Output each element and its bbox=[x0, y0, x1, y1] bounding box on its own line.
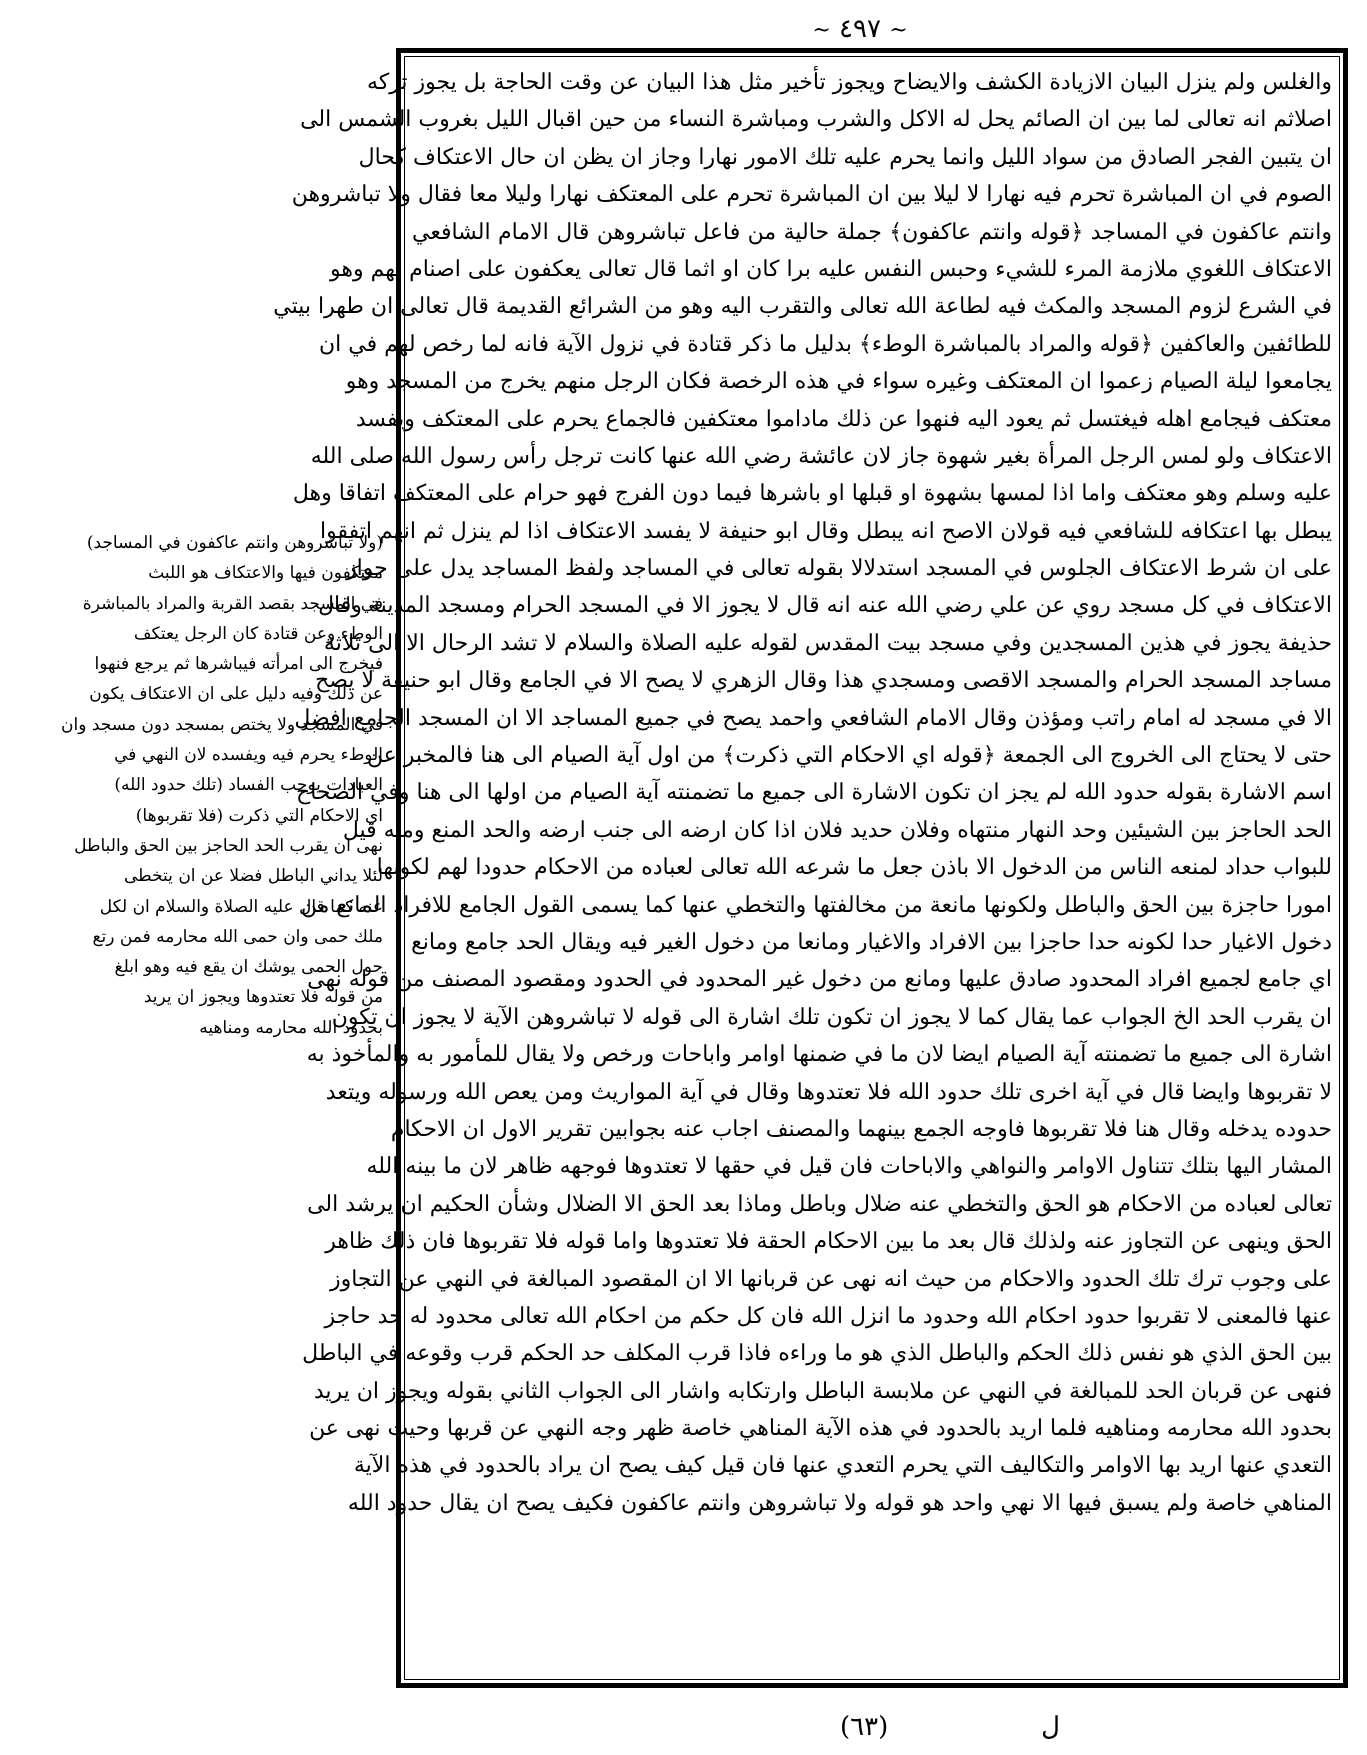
margin-text-line: بحدود الله محارمه ومناهيه bbox=[199, 1017, 383, 1038]
margin-text-line: لئلا يداني الباطل فضلا عن ان يتخطى bbox=[123, 866, 383, 887]
main-text-line bbox=[412, 1522, 1332, 1559]
main-text-line: المناهي خاصة ولم يسبق فيها الا نهي واحد هو قوله ولا تباشروهن وانتم عاكفون فكيف يصح ان يقال حدود الله bbox=[347, 1490, 1332, 1516]
margin-text-line: الوطء وعن قتادة كان الرجل يعتكف bbox=[133, 623, 383, 644]
main-text-line: امورا حاجزة بين الحق والباطل ولكونها مانعة من مخالفتها والتخطي عنها كما يسمى القول الجامع للافراد المانع من bbox=[300, 892, 1332, 918]
main-text-line: الاعتكاف في كل مسجد روي عن علي رضي الله عنه انه قال لا يجوز الا في المسجد الحرام ومسجد المدينة وقال bbox=[318, 593, 1332, 619]
page-footer bbox=[830, 1712, 1070, 1752]
margin-text-line: في المسجد بقصد القربة والمراد بالمباشرة bbox=[82, 593, 383, 614]
page-number: ٤٩٧ bbox=[839, 14, 881, 44]
main-text-line: الاعتكاف ولو لمس الرجل المرأة بغير شهوة جاز لان عائشة رضي الله عنها كانت ترجل رأس رسول الله صلى الله bbox=[310, 443, 1332, 469]
margin-text-line: ملك حمى وان حمى الله محارمه فمن رتع bbox=[92, 926, 383, 947]
main-text-line bbox=[412, 1597, 1332, 1634]
main-text-line: للبواب حداد لمنعه الناس من الدخول الا باذن جعل ما شرعه الله تعالى لعباده من الاحكام حدودا لهم لكونها bbox=[376, 855, 1332, 881]
main-text-line: مساجد المسجد الحرام والمسجد الاقصى ومسجدي هذا وقال الزهري لا يصح الا في الجامع وقال ابو حنيفة لا يصح bbox=[315, 668, 1332, 694]
main-text-line: التعدي عنها اريد بها الاوامر والتكاليف التي يحرم التعدي عنها فان قيل كيف يصح ان يراد بالحدود في هذه الآية bbox=[353, 1453, 1332, 1479]
main-text-line: في الشرع لزوم المسجد والمكث فيه لطاعة الله تعالى والتقرب اليه وهو من الشرائع القديمة قال تعالى ان طهرا بيتي bbox=[273, 294, 1332, 320]
main-text-line: لا تقربوها وايضا قال في آية اخرى تلك حدود الله فلا تعتدوها وقال في آية المواريث ومن يعص الله ورسوله ويتعد bbox=[325, 1079, 1332, 1105]
folio-number: (٦٣) bbox=[840, 1712, 889, 1742]
main-text-line: وانتم عاكفون في المساجد ﴿قوله وانتم عاكفون﴾ جملة حالية من فاعل تباشروهن قال الامام الشافعي bbox=[412, 219, 1332, 245]
main-text-line: والغلس ولم ينزل البيان الازيادة الكشف والايضاح ويجوز تأخير مثل هذا البيان عن وقت الحاجة بل يجوز تركه bbox=[366, 70, 1332, 95]
margin-text-line: عن ذلك وفيه دليل على ان الاعتكاف يكون bbox=[89, 684, 383, 705]
margin-text-line: (ولا تباشروهن وانتم عاكفون في المساجد) bbox=[86, 533, 383, 553]
marginal-gloss-text bbox=[61, 528, 383, 1043]
main-text-line: اصلاثم انه تعالى لما بين ان الصائم يحل له الاكل والشرب ومباشرة النساء من حين اقبال الليل بغروب الشمس الى bbox=[300, 107, 1332, 133]
main-text-line: ان يقرب الحد الخ الجواب عما يقال كما لا يجوز ان تكون تلك اشارة الى قوله لا تباشروهن الآية لا يجوز ان تكون bbox=[331, 1004, 1332, 1030]
main-text-line: الاعتكاف اللغوي ملازمة المرء للشيء وحبس النفس عليه برا كان او اثما قال تعالى يعكفون على اصنام لهم وهو bbox=[330, 256, 1332, 282]
main-text-line: يبطل بها اعتكافه للشافعي فيه قولان الاصح انه يبطل وقال ابو حنيفة لا يفسد الاعتكاف اذا لم ينزل ثم انهم اتفقوا bbox=[320, 518, 1332, 544]
main-text-line: حذيفة يجوز في هذين المسجدين وفي مسجد بيت المقدس لقوله عليه الصلاة والسلام لا تشد الرحال الا الى ثلاثة bbox=[323, 630, 1332, 656]
main-text-line: فنهى عن قربان الحد للمبالغة في النهي عن ملابسة الباطل وارتكابه واشار الى الجواب الثاني بقوله ويجوز ان يريد bbox=[313, 1378, 1332, 1404]
main-text-line: اسم الاشارة بقوله حدود الله لم يجز ان تكون الاشارة الى جميع ما تضمنته آية الصيام من اولها الى هنا وفي الصحاح bbox=[296, 780, 1332, 806]
main-text-line: بين الحق الذي هو نفس ذلك الحكم والباطل الذي هو ما وراءه فاذا قرب المكلف حد الحكم قرب وقوعه في الباطل bbox=[302, 1341, 1332, 1367]
main-text-line: الحق وينهى عن التجاوز عنه ولذلك قال بعد ما بين الاحكام الحقة فلا تعتدوها واما قوله فلا تقربوها فان ذلك ظاهر bbox=[325, 1229, 1332, 1255]
main-text-line: اي جامع لجميع افراد المحدود صادق عليها ومانع من دخول غير المحدود في الحدود ومقصود المصنف من قوله نهى bbox=[307, 967, 1332, 993]
main-text-line: يجامعوا ليلة الصيام زعموا ان المعتكف وغيره سواء في هذه الرخصة فكان الرجل منهم يخرج من المسجد وهو bbox=[345, 369, 1332, 395]
main-text-line: حدوده يدخله وقال هنا فلا تقربوها فاوجه الجمع بينهما والمصنف اجاب عنه بجوابين تقرير الاول ان الاحكام bbox=[390, 1116, 1332, 1142]
margin-text-line: في المسجد ولا يختص بمسجد دون مسجد وان bbox=[61, 714, 383, 735]
page-header bbox=[780, 14, 940, 46]
main-text-line bbox=[412, 1560, 1332, 1597]
main-text-line: الا في مسجد له امام راتب ومؤذن وقال الامام الشافعي واحمد يصح في جميع المساجد الا ان المسجد الجامع افضل bbox=[294, 705, 1332, 731]
margin-text-line: حول الحمى يوشك ان يقع فيه وهو ابلغ bbox=[114, 957, 383, 978]
header-ornament-right: ~ bbox=[889, 18, 908, 43]
commentary-main-text bbox=[273, 64, 1332, 1674]
margin-text-line: اي الاحكام التي ذكرت (فلا تقربوها) bbox=[135, 805, 383, 826]
margin-text-line: نهى ان يقرب الحد الحاجز بين الحق والباطل bbox=[74, 835, 383, 856]
margin-text-line: الوطء يحرم فيه ويفسده لان النهي في bbox=[114, 745, 383, 766]
main-text-line: الصوم في ان المباشرة تحرم فيه نهارا لا ليلا بين ان المباشرة تحرم على المعتكف نهارا وليلا معا فقال ولا تباشروهن bbox=[291, 182, 1332, 208]
margin-text-line: معتكفون فيها والاعتكاف هو اللبث bbox=[148, 563, 383, 584]
main-text-line: حتى لا يحتاج الى الخروج الى الجمعة ﴿قوله اي الاحكام التي ذكرت﴾ من اول آية الصيام الى هنا فالمخبر عن bbox=[366, 743, 1332, 769]
margin-text-line: من قوله فلا تعتدوها ويجوز ان يريد bbox=[143, 987, 383, 1008]
main-text-line: الحد الحاجز بين الشيئين وحد النهار منتهاه وفلان حديد فلان اذا كان ارضه الى جنب ارضه والحد المنع ومنه قيل bbox=[342, 817, 1332, 843]
main-text-line: عليه وسلم وهو معتكف واما اذا لمسها بشهوة او قبلها او باشرها فيما دون الفرج فهو حرام على المعتكف اتفاقا وهل bbox=[292, 481, 1332, 507]
margin-text-line: عنه كما قال عليه الصلاة والسلام ان لكل bbox=[99, 896, 383, 917]
header-ornament-left: ~ bbox=[812, 18, 831, 43]
main-text-line: اشارة الى جميع ما تضمنته آية الصيام ايضا لان ما في ضمنها اوامر واباحات ورخص ولا يقال للمأمور به والمأخوذ به bbox=[306, 1042, 1332, 1068]
main-text-line: المشار اليها بتلك تتناول الاوامر والنواهي والاباحات فان قيل في حقها لا تعتدوها فوجهه ظاهر لان ما بينه الله bbox=[366, 1154, 1332, 1180]
margin-text-line: العبادات يوجب الفساد (تلك حدود الله) bbox=[114, 775, 383, 796]
main-text-line: على ان شرط الاعتكاف الجلوس في المسجد استدلالا بقوله تعالى في المساجد ولفظ المساجد يدل على جواز bbox=[346, 556, 1332, 582]
main-text-line: دخول الاغيار حدا لكونه حدا حاجزا بين الافراد والاغيار ومانعا من دخول الغير فيه ويقال الحد جامع ومانع bbox=[411, 929, 1332, 955]
main-text-line: بحدود الله محارمه ومناهيه فلما اريد بالحدود في هذه الآية المناهي خاصة ظهر وجه النهي عن قربها وحيث نهى عن bbox=[309, 1416, 1332, 1442]
main-text-line: ان يتبين الفجر الصادق من سواد الليل وانما يحرم عليه تلك الامور نهارا وجاز ان يظن ان حال الاعتكاف كحال bbox=[358, 144, 1332, 170]
main-text-line: معتكف فيجامع اهله فيغتسل ثم يعود اليه فنهوا عن ذلك ماداموا معتكفين فالجماع يحرم على المعتكف ويفسد bbox=[355, 406, 1332, 432]
margin-text-line: فيخرج الى امرأته فيباشرها ثم يرجع فنهوا bbox=[94, 654, 383, 675]
main-text-line: عنها فالمعنى لا تقربوا حدود احكام الله وحدود ما انزل الله فان كل حكم من احكام الله تعالى محدود له حد حاجز bbox=[324, 1303, 1332, 1329]
main-text-line: تعالى لعباده من الاحكام هو الحق والتخطي عنه ضلال وباطل وماذا بعد الحق الا الضلال وشأن الحكيم ان يرشد الى bbox=[307, 1191, 1332, 1217]
main-text-line: للطائفين والعاكفين ﴿قوله والمراد بالمباشرة الوطء﴾ بدليل ما ذكر قتادة في نزول الآية فانه لما رخص لهم في ان bbox=[318, 331, 1332, 357]
main-text-line: على وجوب ترك تلك الحدود والاحكام من حيث انه نهى عن قربانها الا ان المقصود المبالغة في النهي عن التجاوز bbox=[329, 1266, 1332, 1292]
signature-mark: ل bbox=[1041, 1712, 1060, 1742]
